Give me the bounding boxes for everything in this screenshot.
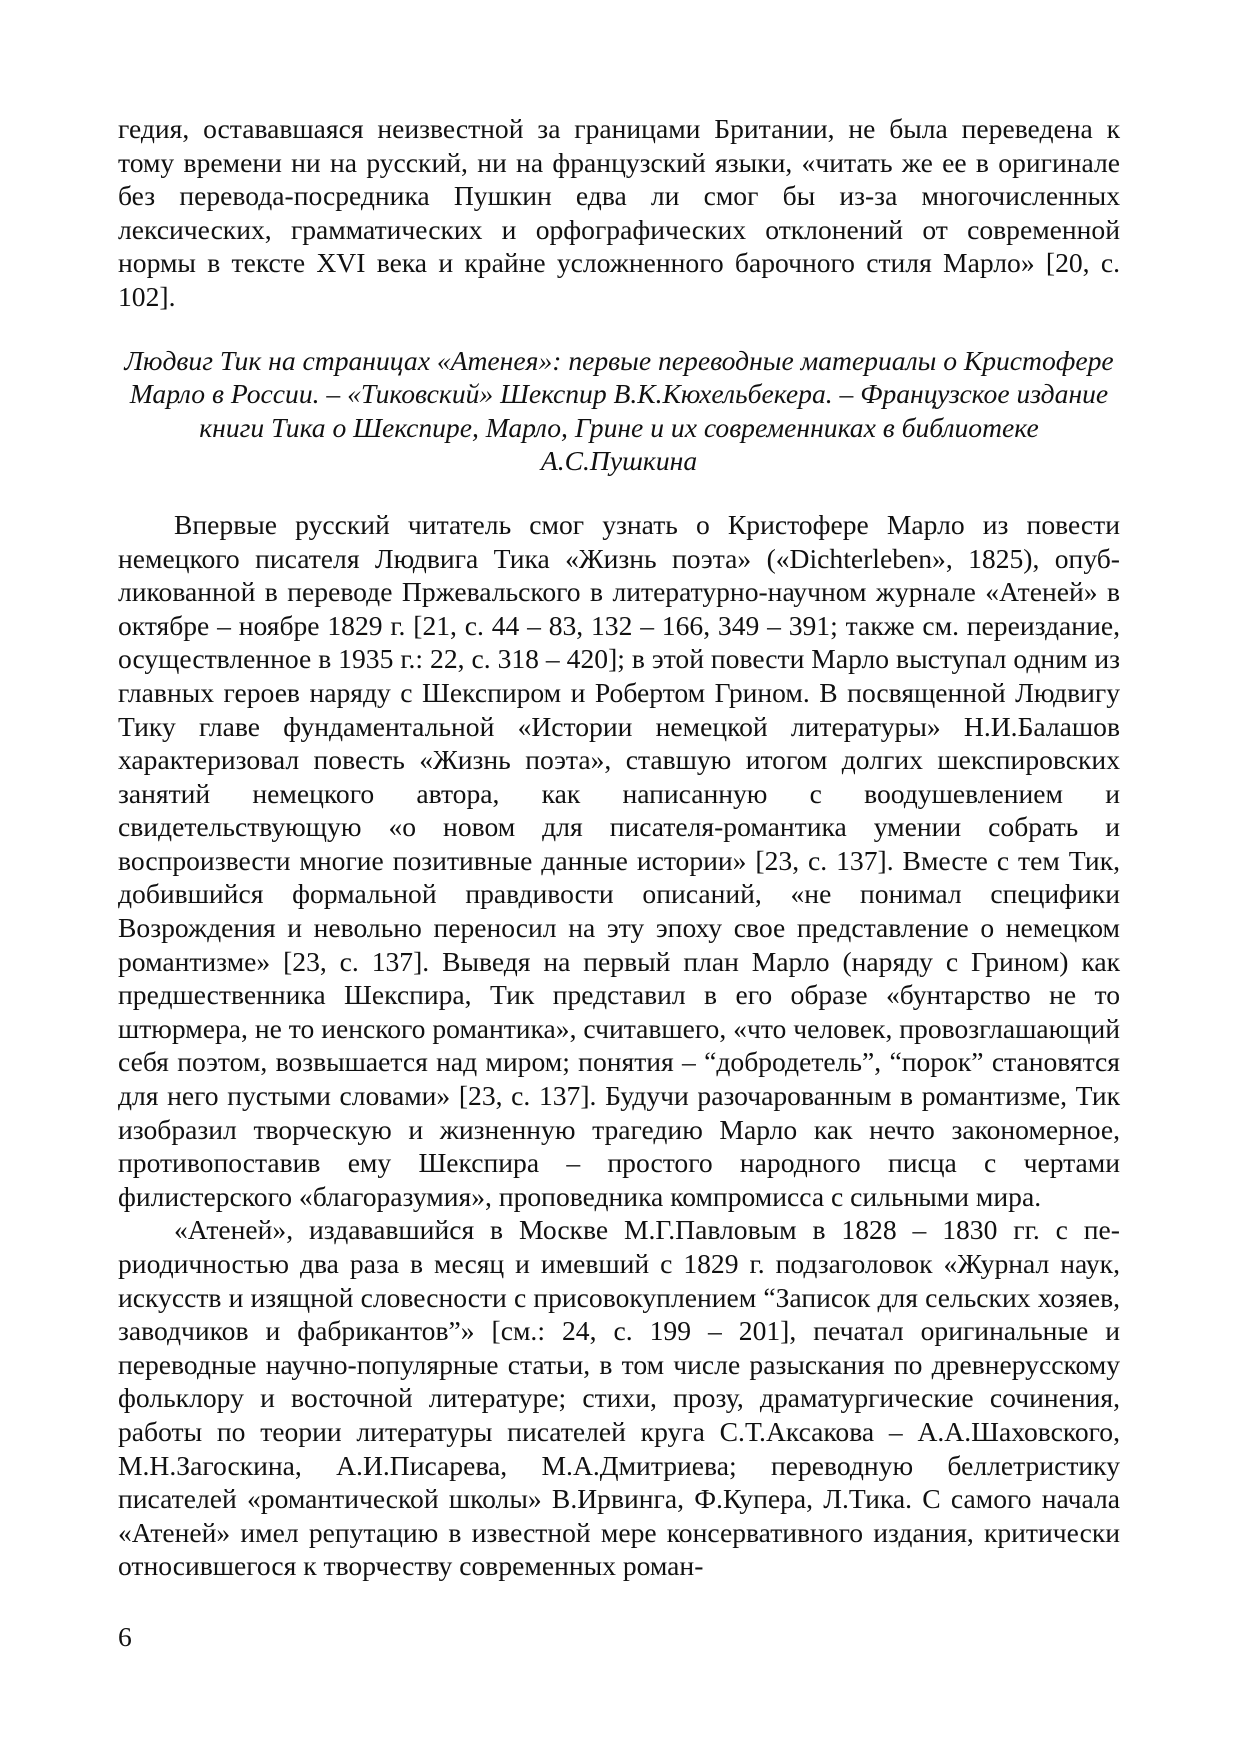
paragraph-continuation: гедия, остававшаяся неизвестной за границами Британии, не была переведена к тому времени ни на русский, ни на французский языки, «читать же ее в оригинале без перевода-посредника Пушкин едва ли смог бы из-за многочисленных лексических, грамматических и орфографических отклонений от современной нормы в тексте XVI века и крайне усложненного барочного стиля Марло» [20, с. 102]. [118,113,1120,312]
spacer [118,478,1120,508]
section-heading: Людвиг Тик на страницах «Атенея»: первые переводные материалы о Кристофере Марло в России. – «Тиковский» Шекспир В.К.Кюхельбекера. – Французское издание книги Тика о Шекспире, Марло, Грине и их современниках в библиотеке А.С.Пушкина [124,344,1114,477]
document-page [118,112,1120,1583]
paragraph-2: «Атеней», издававшийся в Москве М.Г.Павловым в 1828 – 1830 гг. с периодичностью два раза в месяц и имевший с 1829 г. подзаголовок «Журнал наук, искусств и изящной словесности с присовокуплением “Записок для сельских хозяев, заводчиков и фабрикантов”» [см.: 24, с. 199 – 201], печатал оригинальные и переводные научно-популярные статьи, в том числе разыскания по древнерусскому фольклору и восточной литературе; стихи, прозу, драматургические сочинения, работы по теории литературы писателей круга С.Т.Аксакова – А.А.Шаховского, М.Н.Загоскина, А.И.Писарева, М.А.Дмитриева; переводную беллетристику писателей «романтической школы» В.Ирвинга, Ф.Купера, Л.Тика. С самого начала «Атеней» имел репутацию в известной мере консервативного издания, критически относившегося к творчеству современных роман- [118,1214,1120,1582]
spacer [118,314,1120,344]
page-number: 6 [118,1621,132,1652]
paragraph-1: Впервые русский читатель смог узнать о Кристофере Марло из повести немецкого писателя Людвига Тика «Жизнь поэта» («Dichterleben», 1825), опубликованной в переводе Пржевальского в литературно-научном журнале «Атеней» в октябре – ноябре 1829 г. [21, с. 44 – 83, 132 – 166, 349 – 391; также см. переиздание, осуществленное в 1935 г.: 22, с. 318 – 420]; в этой повести Марло выступал одним из главных героев наряду с Шекспиром и Робертом Грином. В посвященной Людвигу Тику главе фундаментальной «Истории немецкой литературы» Н.И.Балашов характеризовал повесть «Жизнь поэта», ставшую итогом долгих шекспировских занятий немецкого автора, как написанную с воодушевлением и свидетельствующую «о новом для писателя-романтика умении собрать и воспроизвести многие позитивные данные истории» [23, с. 137]. Вместе с тем Тик, добившийся формальной правдивости описаний, «не понимал специфики Возрождения и невольно переносил на эту эпоху свое представление о немецком романтизме» [23, с. 137]. Выведя на первый план Марло (наряду с Грином) как предшественника Шекспира, Тик представил в его образе «бунтарство не то штюрмера, не то иенского романтика», считавшего, «что человек, провозглашающий себя поэтом, возвышается над миром; понятия – “добродетель”, “порок” становятся для него пустыми словами» [23, с. 137]. Будучи разочарованным в романтизме, Тик изобразил творческую и жизненную трагедию Марло как нечто закономерное, противопоставив ему Шекспира – простого народного писца с чертами филистерского «благоразумия», проповедника компромисса с сильными мира. [118,508,1120,1212]
